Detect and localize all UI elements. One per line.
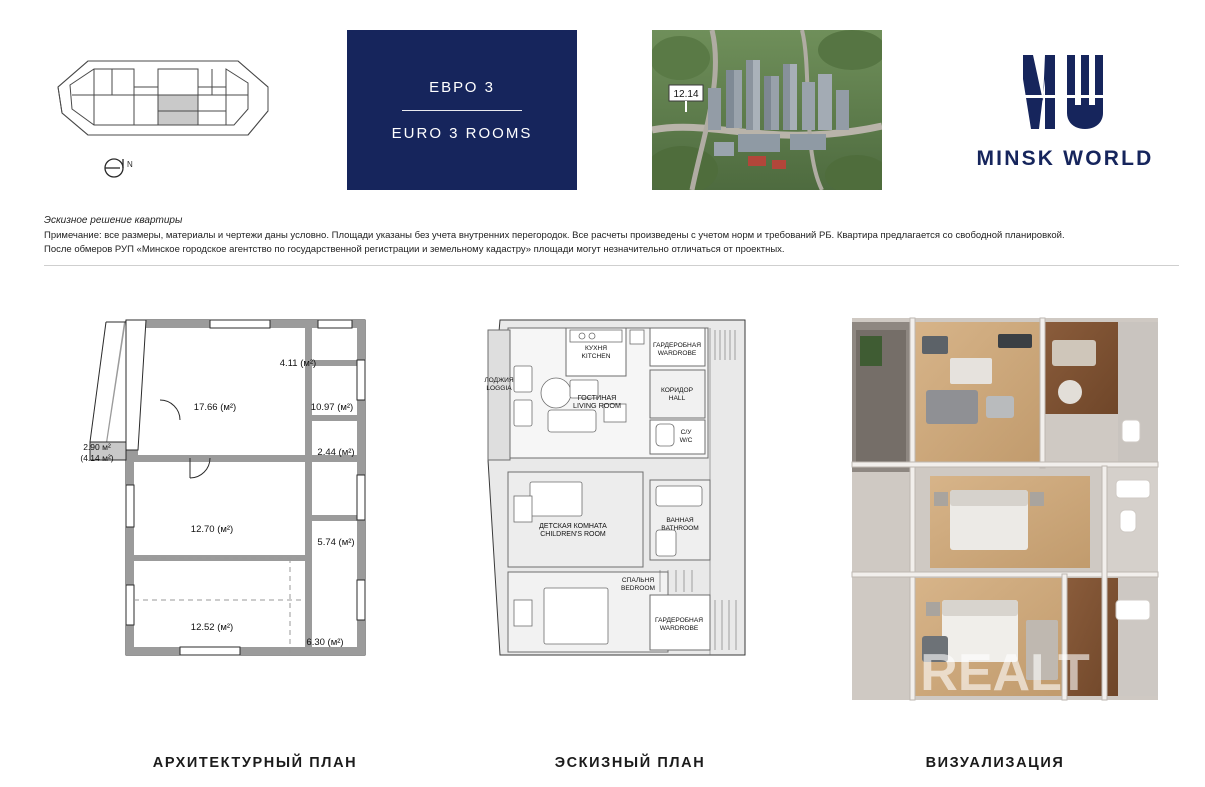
sketch-plan (470, 300, 770, 660)
note-title: Эскизное решение квартиры (44, 215, 183, 226)
room-label-en: CHILDREN'S ROOM (540, 531, 606, 538)
sheet-header (0, 0, 1205, 205)
aerial-site-photo (652, 30, 882, 190)
caption-render: ВИЗУАЛИЗАЦИЯ (925, 755, 1065, 771)
room-label-ru: ГАРДЕРОБНАЯ (655, 617, 703, 624)
caption-architectural: АРХИТЕКТУРНЫЙ ПЛАН (152, 755, 358, 771)
3d-visualization (830, 300, 1180, 720)
area-label: 4.11 (м²) (279, 358, 317, 369)
room-label-ru: ГОСТИНАЯ (577, 393, 617, 402)
room-label-ru: КОРИДОР (660, 387, 694, 394)
disclaimer-note (44, 215, 1179, 257)
badge-label-ru: ЕВРО 3 (429, 78, 495, 96)
area-label: 12.52 (м²) (190, 622, 234, 633)
architectural-plan (60, 300, 410, 660)
room-label-en: LOGGIA (486, 385, 512, 392)
room-label-ru: С/У (680, 429, 692, 436)
area-label: 6.30 (м²) (306, 637, 344, 648)
area-label: 2.90 м² (83, 442, 111, 452)
room-label-ru: ДЕТСКАЯ КОМНАТА (539, 523, 607, 530)
room-label-ru: СПАЛЬНЯ (621, 577, 655, 584)
apartment-type-badge (347, 30, 577, 190)
area-label: 10.97 (м²) (310, 402, 354, 413)
mw-monogram-icon (1017, 49, 1113, 135)
area-label: 5.74 (м²) (317, 537, 355, 548)
render-watermark: REALT (920, 644, 1090, 702)
compass-label: N (127, 160, 133, 169)
badge-label-en: EURO 3 ROOMS (391, 124, 533, 142)
brand-logo (955, 30, 1175, 190)
plans-row (0, 300, 1205, 787)
area-label: (4.14 м²) (80, 453, 114, 463)
area-label: 17.66 (м²) (193, 402, 237, 413)
note-line-2: После обмеров РУП «Минское городское агентство по государственной регистрации и земельному кадастру» площади могут незначительно отличаться от проектных. (44, 244, 785, 255)
room-label-ru: ВАННАЯ (666, 517, 694, 524)
room-label-en: WARDROBE (657, 350, 697, 357)
room-label-en: W/C (679, 437, 693, 444)
note-line-1: Примечание: все размеры, материалы и чертежи даны условно. Площади указаны без учета внутренних перегородок. Все расчеты произведены с учетом норм и требований РБ. Квартира предлагается со свободной планировкой. (44, 230, 1065, 241)
room-label-ru: ЛОДЖИЯ (484, 377, 514, 384)
room-label-en: WARDROBE (659, 625, 699, 632)
room-label-en: BATHROOM (661, 525, 699, 532)
room-label-ru: КУХНЯ (584, 345, 608, 352)
note-divider (44, 265, 1179, 266)
brand-name: MINSK WORLD (976, 147, 1154, 170)
svg-text:12.14: 12.14 (673, 89, 699, 100)
badge-divider (402, 110, 522, 111)
room-label-en: LIVING ROOM (573, 401, 621, 410)
room-label-en: KITCHEN (581, 353, 611, 360)
floor-key-plan (48, 25, 278, 185)
room-label-ru: ГАРДЕРОБНАЯ (653, 342, 701, 349)
room-label-en: BEDROOM (620, 585, 656, 592)
area-label: 2.44 (м²) (317, 447, 355, 458)
caption-sketch: ЭСКИЗНЫЙ ПЛАН (554, 755, 706, 771)
room-label-en: HALL (668, 395, 686, 402)
area-label: 12.70 (м²) (190, 524, 234, 535)
